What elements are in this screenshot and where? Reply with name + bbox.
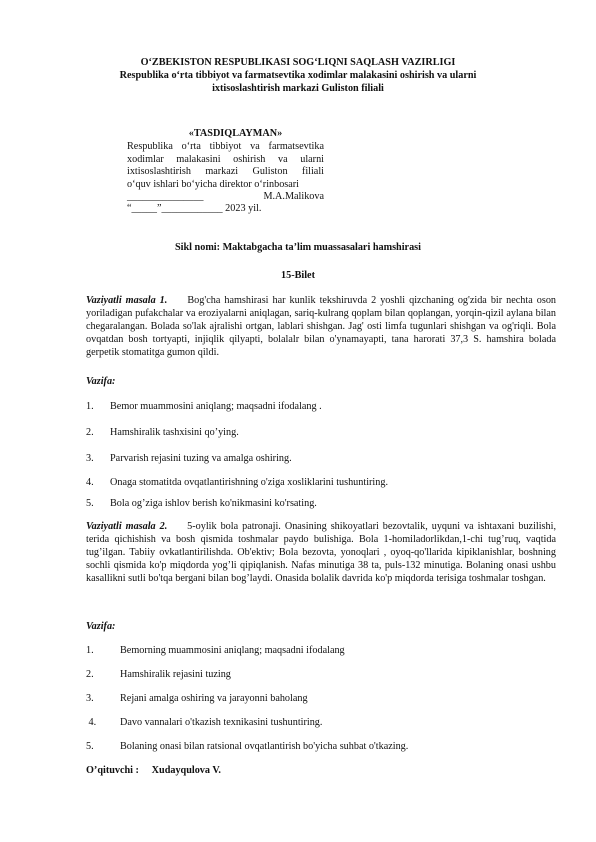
task-label-1: Vazifa: (86, 376, 116, 387)
approval-line: o‘quv ishlari bo‘yicha direktor o‘rinbosari (127, 178, 300, 190)
task-label-2: Vazifa: (86, 621, 116, 632)
signature-row (127, 191, 324, 203)
task-item: 1. Bemor muammosini aniqlang; maqsadni ifodalang . (86, 401, 322, 412)
case-1-label: Vaziyatli masala 1. (86, 295, 168, 306)
approval-line: Respublika o‘rta tibbiyot va farmatsevtika (127, 141, 324, 153)
task-item: 5. Bola og’ziga ishlov berish ko'nikmasini ko'rsating. (86, 498, 317, 509)
institution-heading: Respublika o‘rta tibbiyot va farmatsevtika xodimlar malakasini oshirish va ularni (119, 70, 477, 81)
task-item: 1. Bemorning muammosini aniqlang; maqsadni ifodalang (86, 645, 345, 656)
task-item: 4. Davo vannalari o'tkazish texnikasini tushuntiring. (86, 717, 323, 728)
approver-name: M.A.Malikova (263, 191, 324, 203)
case-1-text: Bog'cha hamshirasi har kunlik tekshiruvda 2 yoshli qizchaning og'zida bir nechta oson yoriladigan pufakchalar va eroziyalarni aniqlagan, sariq-kulrang qoplam bilan qoplangan, yorqin-qizil aylana bilan chegaralangan. Bolada so'lak ajralishi ortgan, lablari shishgan. Jag' osti limfa tugunlari shishgan va og'riqli. Bola ovqatdan bosh tortyapti, injiqlik qilyapti, bolalalr bilan o'ynamayapti, tana harorati 37,3 S. hamshira bolada gerpetik stomatitga gumon qildi. (86, 295, 557, 358)
approval-title: «TASDIQLAYMAN» (188, 128, 283, 139)
task-item: 3. Rejani amalga oshiring va jarayonni baholang (86, 693, 308, 704)
case-2-paragraph (86, 520, 556, 585)
case-2-label: Vaziyatli masala 2. (86, 521, 168, 532)
approval-block (127, 128, 324, 216)
task-item: 5. Bolaning onasi bilan ratsional ovqatlantirish bo'yicha suhbat o'tkazing. (86, 741, 409, 752)
task-item: 4. Onaga stomatitda ovqatlantirishning o'ziga xosliklarini tushuntiring. (86, 477, 388, 488)
approval-line: ixtisoslashtirish markazi Guliston filiali (127, 166, 324, 178)
signature-line: _______________ (127, 191, 204, 203)
task-item: 2. Hamshiralik rejasini tuzing (86, 669, 231, 680)
cycle-name: Sikl nomi: Maktabgacha ta’lim muassasalari hamshirasi (175, 242, 421, 253)
task-item: 2. Hamshiralik tashxisini qo’ying. (86, 427, 239, 438)
teacher-line (86, 765, 221, 776)
branch-heading: ixtisoslashtirish markazi Guliston filiali (212, 83, 384, 94)
case-1-paragraph (86, 294, 556, 359)
ministry-heading: O‘ZBEKISTON RESPUBLIKASI SOG‘LIQNI SAQLASH VAZIRLIGI (140, 57, 456, 68)
case-2-text: 5-oylik bola patronaji. Onasining shikoyatlari bezovtalik, uyquni va ishtaxani buzilishi, terida qichishish va bosh qismida toshmalar paydo bulishiga. Bola 1-homiladorlikdan,1-chi tug’ruq, vaqtida tug’ilgan. Tabiiy ovkatlantirilishda. Ob'ektiv; Bola bezovta, yonoqlari , oyoq-qo'llarida kipiklanishlar, boshning sochli qismida ko'p miqdorda yog’li qipiqlanish. Nafas minutiga 38 ta, puls-132 minutiga. Bolaning onasi ushbu kasallikni sutli bo'tqa bergani bilan bog’laydi. Onasida bolalik davrida ko'p miqdorda terisiga toshmalar toshgan. (86, 521, 556, 584)
approval-date: “_____”____________ 2023 yil. (127, 203, 262, 215)
ticket-number: 15-Bilet (281, 270, 315, 281)
task-item: 3. Parvarish rejasini tuzing va amalga oshiring. (86, 453, 292, 464)
teacher-label: O’qituvchi : (86, 765, 139, 776)
approval-line: xodimlar malakasini oshirish va ularni (127, 153, 324, 165)
teacher-name: Xudayqulova V. (151, 765, 221, 776)
